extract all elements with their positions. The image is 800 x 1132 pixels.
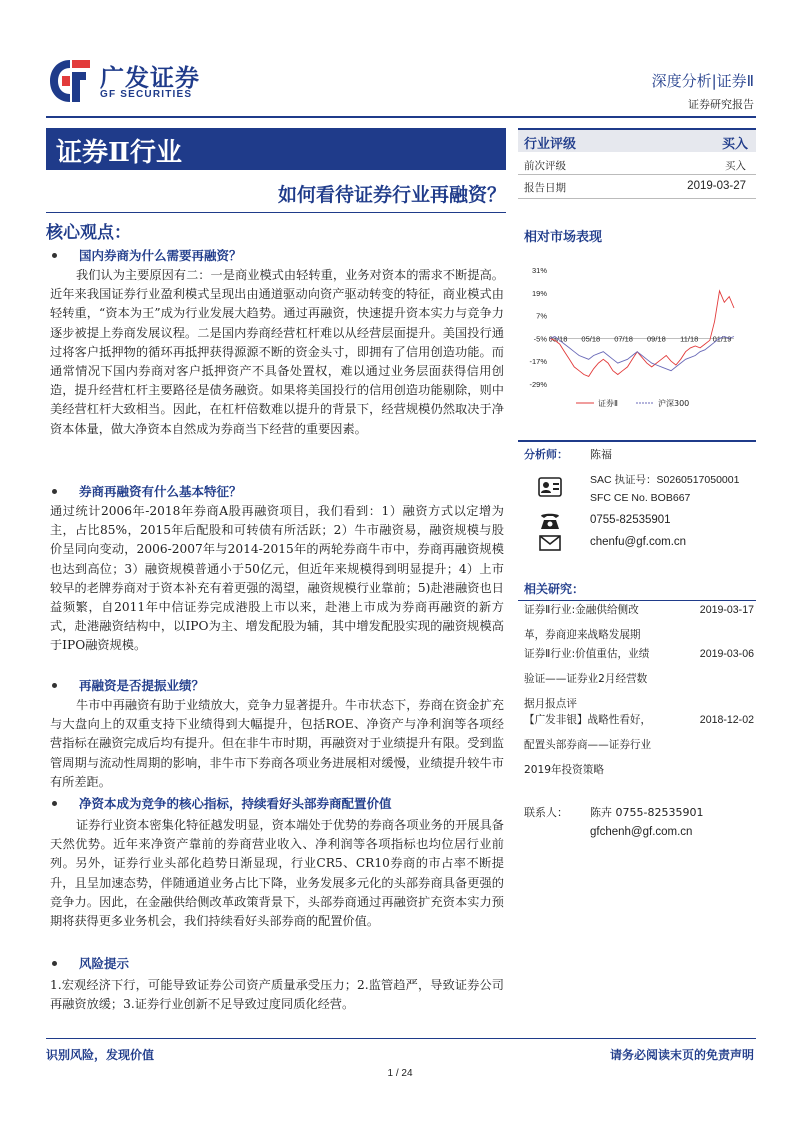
gf-logo-icon bbox=[48, 58, 92, 104]
related-item bbox=[524, 708, 651, 783]
related-item-line: 【广发非银】战略性看好， bbox=[524, 714, 652, 726]
footer-divider bbox=[46, 1038, 756, 1039]
x-tick-label: 11/18 bbox=[680, 334, 699, 344]
bullet-icon bbox=[52, 253, 57, 258]
contact-name-phone: 陈卉 0755-82535901 bbox=[590, 806, 704, 819]
report-subtitle: 如何看待证券行业再融资？ bbox=[277, 184, 506, 206]
analyst-name: 陈福 bbox=[590, 448, 612, 461]
id-card-icon bbox=[538, 476, 562, 498]
phone-icon bbox=[538, 510, 562, 532]
series-line-sec bbox=[550, 291, 734, 377]
bullet-icon bbox=[52, 489, 57, 494]
logo-english-name: GF SECURITIES bbox=[100, 89, 193, 100]
performance-title: 相对市场表现 bbox=[524, 230, 603, 245]
rating-divider bbox=[518, 174, 756, 175]
related-item-line: 配置头部券商——证券行业 bbox=[524, 739, 652, 751]
section-body: 证券行业资本密集化特征越发明显，资本端处于优势的券商各项业务的开展具备天然优势。近年来净资产靠前的券商营业收入、净利润等各项指标也均位居行业前列。另外，证券行业头部化趋势日渐显现，行业CR5、CR10券商的市占率不断提升，且呈加速态势，伴随通道业务占比下降，业务发展多元化的头部券商具备更强的竞争力。因此，在金融供给侧改革政策背景下，头部券商通过再融资扩充资本实力预期将获得更多业务机会，我们持续看好头部券商的配置价值。 bbox=[50, 818, 504, 929]
y-tick-label: 31% bbox=[531, 266, 547, 275]
y-tick-label: 19% bbox=[531, 288, 547, 298]
analyst-phone: 0755-82535901 bbox=[590, 514, 671, 526]
related-item-date: 2019-03-06 bbox=[699, 648, 754, 660]
report-date-row bbox=[518, 176, 756, 196]
section-heading: 再融资是否提振业绩？ bbox=[46, 676, 204, 694]
y-tick-label: -29% bbox=[529, 380, 547, 389]
x-tick-label: 07/18 bbox=[614, 334, 633, 344]
y-tick-label: -5% bbox=[533, 334, 547, 344]
header-divider bbox=[46, 116, 756, 118]
page-number: 1 / 24 bbox=[387, 1068, 413, 1079]
previous-rating-row bbox=[518, 154, 756, 174]
related-item bbox=[524, 598, 641, 648]
related-item-line: 革，券商迎来战略发展期 bbox=[524, 629, 641, 641]
related-item-line: 证券Ⅱ行业:价值重估，业绩 bbox=[524, 648, 650, 660]
related-item-date: 2018-12-02 bbox=[699, 714, 754, 726]
industry-title: 证券Ⅱ行业 bbox=[56, 138, 182, 168]
rating-header bbox=[518, 128, 756, 152]
analyst-divider bbox=[518, 440, 756, 442]
previous-rating-value: 买入 bbox=[725, 160, 746, 172]
bullet-icon bbox=[52, 961, 57, 966]
bullet-icon bbox=[52, 801, 57, 806]
section-heading: 净资本成为竞争的核心指标，持续看好头部券商配置价值 bbox=[46, 794, 392, 812]
related-item bbox=[524, 642, 649, 717]
section-body: 牛市中再融资有助于业绩放大，竞争力显著提升。牛市状态下，券商在资金扩充与大盘向上的双重支持下业绩得到大幅提升，包括ROE、净资产与净利润等各项经营指标在融资完成后均有提升。但在非牛市时期，再融资对于业绩提升有限。受到监管周期与流动性周期的影响，非牛市下券商各项业务进展相对缓慢，业绩提升较牛市有所差距。 bbox=[50, 698, 504, 789]
y-tick-label: -17% bbox=[529, 357, 547, 367]
analyst-sac: SAC 执证号：S0260517050001 bbox=[590, 474, 740, 486]
bullet-icon bbox=[52, 683, 57, 688]
y-tick-label: 7% bbox=[536, 311, 547, 321]
footer-disclaimer: 请务必阅读末页的免责声明 bbox=[609, 1048, 754, 1062]
rating-value: 买入 bbox=[721, 137, 748, 152]
section-heading: 风险提示 bbox=[46, 954, 129, 972]
industry-title-bar bbox=[46, 128, 506, 170]
analyst-sfc: SFC CE No. BOB667 bbox=[590, 492, 691, 504]
section-heading: 券商再融资有什么基本特征？ bbox=[46, 482, 242, 500]
series-line-hs300 bbox=[550, 337, 734, 371]
x-tick-label: 03/18 bbox=[548, 334, 568, 344]
subtitle-divider bbox=[46, 212, 506, 213]
email-icon bbox=[538, 532, 562, 554]
contact-email: gfchenh@gf.com.cn bbox=[590, 826, 693, 838]
company-logo bbox=[48, 58, 213, 104]
related-item-line: 证券Ⅱ行业:金融供给侧改 bbox=[524, 604, 639, 616]
legend-label-sec: 证券Ⅱ bbox=[598, 399, 618, 408]
rating-divider bbox=[518, 198, 756, 199]
legend-label-hs300: 沪深300 bbox=[658, 399, 690, 408]
analyst-email: chenfu@gf.com.cn bbox=[590, 536, 687, 548]
contact-label: 联系人： bbox=[524, 806, 568, 819]
related-research-title: 相关研究： bbox=[524, 582, 585, 596]
section-body: 通过统计2006年-2018年券商A股再融资项目，我们看到：1）融资方式以定增为主，占比85%，2015年后配股和可转债有所活跃；2）牛市融资易，融资规模与股价呈同向变动，2006-2007年与2014-2015年的两轮券商牛市中，券商再融资规模也达到高位；3）融资规模普通小于50亿元，但近年来规模得到明显提升；4）上市较早的老牌券商对于资本补充有着更强的渴望，融资规模行业靠前；5)赴港融资也日益频繁，自2011年中信证券完成港股上市以来，赴港上市成为券商再融资的新方式，赴港融资结构中，以IPO为主、增发配股为辅，其中增发配股实现的融资规模高于IPO融资规模。 bbox=[50, 504, 504, 653]
analyst-label: 分析师： bbox=[524, 448, 568, 461]
footer-slogan: 识别风险，发现价值 bbox=[46, 1048, 155, 1062]
logo-chinese-name: 广发证券 bbox=[100, 64, 200, 92]
related-item-line: 2019年投资策略 bbox=[524, 764, 604, 776]
report-date-value: 2019-03-27 bbox=[687, 180, 746, 192]
related-item-line: 据月报点评 bbox=[524, 698, 577, 710]
x-tick-label: 01/19 bbox=[712, 334, 732, 344]
x-tick-label: 09/18 bbox=[647, 334, 666, 344]
core-views-heading: 核心观点： bbox=[46, 223, 131, 243]
previous-rating-label: 前次评级 bbox=[524, 160, 566, 172]
report-date-label: 报告日期 bbox=[524, 182, 566, 194]
section-body: 1.宏观经济下行，可能导致证券公司资产质量承受压力；2.监管趋严，导致证券公司再融资放缓；3.证券行业创新不足导致过度同质化经营。 bbox=[50, 978, 504, 1012]
x-tick-label: 05/18 bbox=[581, 334, 601, 344]
report-kind: 深度分析|证券Ⅱ bbox=[651, 72, 754, 90]
relative-performance-chart bbox=[520, 258, 756, 416]
rating-label: 行业评级 bbox=[524, 137, 577, 152]
section-heading: 国内券商为什么需要再融资？ bbox=[46, 246, 242, 264]
report-type: 证券研究报告 bbox=[688, 98, 754, 111]
related-item-line: 验证——证券业2月经营数 bbox=[524, 673, 648, 685]
related-item-date: 2019-03-17 bbox=[699, 604, 754, 616]
section-body: 我们认为主要原因有二：一是商业模式由轻转重，业务对资本的需求不断提高。近年来我国证券行业盈利模式呈现出由通道驱动向资产驱动转变的特征，商业模式由轻转重，“资本为王”成为行业发展大趋势。通过再融资，快速提升资本实力与竞争力逐步被提上券商发展议程。二是国内券商经营杠杆难以从经营层面提升。美国投行通过将客户抵押物的循环再抵押获得源源不断的资金头寸，即拥有了信用创造功能。而通常情况下国内券商对客户抵押资产不具备处置权，难以通过业务层面获得信用创造，提升经营杠杆主要路径是债务融资。如果将美国投行的信用创造功能剔除，则中美经营杠杆大致相当。因此，在杠杆倍数难以提升的背景下，经营规模仍然取决于净资本体量，做大净资本自然成为券商当下经营的重要因素。 bbox=[50, 268, 504, 436]
